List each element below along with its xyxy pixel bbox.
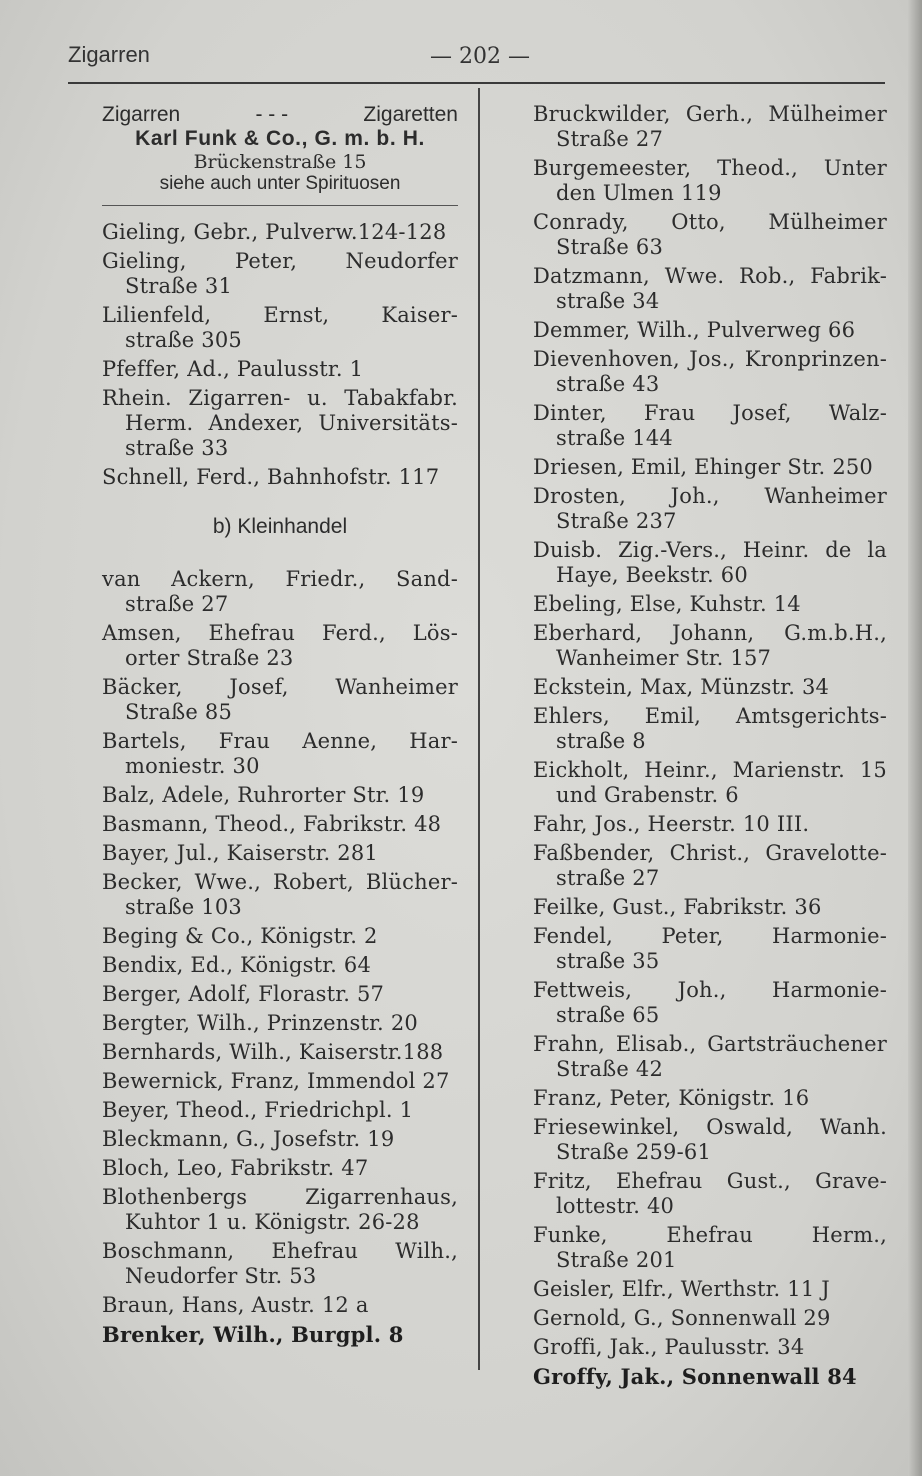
list-item: [533, 675, 887, 700]
list-item: [533, 455, 887, 480]
column-divider: [478, 88, 480, 1370]
list-item: [533, 401, 887, 451]
list-item: [533, 1364, 887, 1389]
list-item: [533, 1169, 887, 1219]
right-column: [533, 102, 887, 1393]
ad-firm-name: Karl Funk & Co., G. m. b. H.: [135, 127, 425, 150]
list-item: [102, 783, 458, 808]
list-item: [102, 357, 458, 382]
ad-heading-dashes: - - -: [255, 103, 289, 126]
entry-continuation: Straße 31: [125, 274, 233, 298]
entry-continuation: straße 65: [556, 1003, 660, 1027]
entry-continuation: straße 103: [125, 895, 242, 919]
advertisement-block: [102, 102, 458, 195]
entry-line: Conrady, Otto, Mülheimer: [533, 210, 887, 234]
entry-continuation: Straße 259-61: [556, 1140, 712, 1164]
header-rule: [68, 82, 885, 84]
entry-line: Driesen, Emil, Ehinger Str. 250: [533, 455, 873, 479]
entry-continuation: den Ulmen 119: [556, 181, 722, 205]
list-item: [533, 1277, 887, 1302]
list-item: [102, 924, 458, 949]
list-item: [533, 924, 887, 974]
list-item: [533, 758, 887, 808]
list-item: [102, 567, 458, 617]
page-number: — 202 —: [430, 44, 530, 69]
entry-line: Eberhard, Johann, G.m.b.H.,: [533, 621, 887, 645]
list-item: [102, 729, 458, 779]
list-item: [102, 1156, 458, 1181]
entry-continuation: Straße 42: [556, 1057, 664, 1081]
ad-heading-left: Zigarren: [102, 103, 181, 126]
list-item: [102, 953, 458, 978]
entry-line: Bleckmann, G., Josefstr. 19: [102, 1127, 395, 1151]
entry-continuation: und Grabenstr. 6: [556, 783, 739, 807]
entry-line: Geisler, Elfr., Werthstr. 11 J: [533, 1277, 830, 1301]
list-item: [533, 621, 887, 671]
entry-line: Drosten, Joh., Wanheimer: [533, 484, 887, 508]
wholesale-list: [102, 220, 458, 490]
entry-line: Lilienfeld, Ernst, Kaiser-: [102, 303, 458, 327]
ad-note: siehe auch unter Spirituosen: [159, 173, 401, 194]
entry-continuation: Kuhtor 1 u. Königstr. 26-28: [125, 1210, 420, 1234]
entry-line: Burgemeester, Theod., Unter: [533, 156, 887, 180]
running-head: Zigarren: [68, 42, 150, 67]
list-item: [533, 592, 887, 617]
entry-line: Eckstein, Max, Münzstr. 34: [533, 675, 830, 699]
list-item: [102, 1185, 458, 1235]
entry-line: Berger, Adolf, Florastr. 57: [102, 982, 385, 1006]
list-item: [102, 465, 458, 490]
list-item: [533, 102, 887, 152]
entry-continuation: Herm. Andexer, Universitäts-: [125, 411, 458, 435]
page-edge-shadow: [908, 0, 922, 1476]
entry-line: Franz, Peter, Königstr. 16: [533, 1086, 810, 1110]
entry-line: Groffi, Jak., Paulusstr. 34: [533, 1335, 805, 1359]
entry-line: Fritz, Ehefrau Gust., Grave-: [533, 1169, 887, 1193]
entry-line: Bruckwilder, Gerh., Mülheimer: [533, 102, 887, 126]
entry-continuation: straße 43: [556, 372, 660, 396]
entry-line: Amsen, Ehefrau Ferd., Lös-: [102, 621, 458, 645]
entry-line: Braun, Hans, Austr. 12 a: [102, 1293, 369, 1317]
entry-line: Feilke, Gust., Fabrikstr. 36: [533, 895, 822, 919]
entry-line: Beyer, Theod., Friedrichpl. 1: [102, 1098, 414, 1122]
entry-line: Becker, Wwe., Robert, Blücher-: [102, 870, 458, 894]
list-item: [533, 895, 887, 920]
entry-continuation: straße 305: [125, 328, 242, 352]
entry-line: Bäcker, Josef, Wanheimer: [102, 675, 458, 699]
entry-continuation: orter Straße 23: [125, 646, 294, 670]
entry-continuation: Straße 85: [125, 700, 233, 724]
entry-continuation: moniestr. 30: [125, 754, 260, 778]
entry-line: Fahr, Jos., Heerstr. 10 III.: [533, 812, 810, 836]
list-item: [102, 1322, 458, 1347]
entry-continuation: straße 27: [556, 866, 660, 890]
entry-line: Blothenbergs Zigarrenhaus,: [102, 1185, 458, 1209]
list-item: [102, 1040, 458, 1065]
entry-line: Duisb. Zig.-Vers., Heinr. de la: [533, 538, 887, 562]
entry-line: Ebeling, Else, Kuhstr. 14: [533, 592, 801, 616]
entry-line: Bewernick, Franz, Immendol 27: [102, 1069, 450, 1093]
entry-line: Boschmann, Ehefrau Wilh.,: [102, 1239, 458, 1263]
list-item: [533, 1306, 887, 1331]
entry-line: Fettweis, Joh., Harmonie-: [533, 978, 887, 1002]
list-item: [102, 1098, 458, 1123]
entry-continuation: Neudorfer Str. 53: [125, 1264, 317, 1288]
list-item: [102, 1293, 458, 1318]
entry-line: Demmer, Wilh., Pulverweg 66: [533, 318, 856, 342]
list-item: [533, 538, 887, 588]
list-item: [102, 812, 458, 837]
list-item: [102, 1011, 458, 1036]
entry-line: Bloch, Leo, Fabrikstr. 47: [102, 1156, 369, 1180]
list-item: [102, 1069, 458, 1094]
entry-line: van Ackern, Friedr., Sand-: [102, 567, 458, 591]
list-item: [533, 264, 887, 314]
list-item: [533, 210, 887, 260]
entry-line: Bayer, Jul., Kaiserstr. 281: [102, 841, 378, 865]
entry-line: Gieling, Gebr., Pulverw.124-128: [102, 220, 447, 244]
list-item: [533, 841, 887, 891]
list-item: [102, 1127, 458, 1152]
entry-line: Balz, Adele, Ruhrorter Str. 19: [102, 783, 425, 807]
entry-line: Bergter, Wilh., Prinzenstr. 20: [102, 1011, 418, 1035]
entry-continuation: straße 34: [556, 289, 660, 313]
entry-line: Eickholt, Heinr., Marienstr. 15: [533, 758, 887, 782]
entry-line: Frahn, Elisab., Gartsträuchener: [533, 1032, 887, 1056]
list-item: [533, 347, 887, 397]
list-item: [102, 870, 458, 920]
entry-line: Datzmann, Wwe. Rob., Fabrik-: [533, 264, 887, 288]
entry-line: Dinter, Frau Josef, Walz-: [533, 401, 887, 425]
entry-line: Faßbender, Christ., Gravelotte-: [533, 841, 887, 865]
ad-address: Brückenstraße 15: [193, 151, 367, 173]
list-item: [102, 303, 458, 353]
entry-continuation: Straße 237: [556, 509, 677, 533]
list-item: [102, 982, 458, 1007]
entry-line: Pfeffer, Ad., Paulusstr. 1: [102, 357, 364, 381]
entry-continuation: straße 144: [556, 426, 673, 450]
ad-divider: [102, 205, 458, 206]
entry-line: Bartels, Frau Aenne, Har-: [102, 729, 458, 753]
entry-line: Gernold, G., Sonnenwall 29: [533, 1306, 831, 1330]
entry-line: Bernhards, Wilh., Kaiserstr.188: [102, 1040, 444, 1064]
list-item: [533, 978, 887, 1028]
list-item: [533, 1086, 887, 1111]
entry-line: Beging & Co., Königstr. 2: [102, 924, 378, 948]
entry-continuation: straße 8: [556, 729, 646, 753]
entry-continuation: Straße 63: [556, 235, 664, 259]
entry-line: Schnell, Ferd., Bahnhofstr. 117: [102, 465, 440, 489]
entry-continuation: Wanheimer Str. 157: [556, 646, 772, 670]
section-heading: b) Kleinhandel: [212, 515, 348, 538]
entry-line: Bendix, Ed., Königstr. 64: [102, 953, 372, 977]
ad-heading: [102, 102, 458, 127]
list-item: [102, 621, 458, 671]
list-item: [102, 675, 458, 725]
entry-line: Dievenhoven, Jos., Kronprinzen-: [533, 347, 887, 371]
right-list: [533, 102, 887, 1389]
list-item: [102, 249, 458, 299]
entry-line: Brenker, Wilh., Burgpl. 8: [102, 1322, 404, 1347]
list-item: [533, 1032, 887, 1082]
list-item: [533, 704, 887, 754]
entry-continuation: Straße 201: [556, 1248, 677, 1272]
entry-line: Gieling, Peter, Neudorfer: [102, 249, 458, 273]
entry-line: Basmann, Theod., Fabrikstr. 48: [102, 812, 442, 836]
list-item: [533, 812, 887, 837]
list-item: [533, 1115, 887, 1165]
entry-line: Ehlers, Emil, Amtsgerichts-: [533, 704, 887, 728]
list-item: [102, 1239, 458, 1289]
entry-line: Friesewinkel, Oswald, Wanh.: [533, 1115, 887, 1139]
entry-line: Groffy, Jak., Sonnenwall 84: [533, 1364, 857, 1389]
list-item: [533, 1335, 887, 1360]
list-item: [533, 156, 887, 206]
entry-continuation: lottestr. 40: [556, 1194, 675, 1218]
entry-line: Funke, Ehefrau Herm.,: [533, 1223, 887, 1247]
entry-continuation: straße 33: [125, 436, 229, 460]
entry-continuation: straße 27: [125, 592, 229, 616]
list-item: [102, 220, 458, 245]
ad-heading-right: Zigaretten: [363, 103, 458, 126]
entry-line: Rhein. Zigarren- u. Tabakfabr.: [102, 386, 458, 410]
list-item: [102, 841, 458, 866]
list-item: [533, 484, 887, 534]
entry-continuation: Haye, Beekstr. 60: [556, 563, 748, 587]
entry-continuation: straße 35: [556, 949, 660, 973]
entry-line: Fendel, Peter, Harmonie-: [533, 924, 887, 948]
list-item: [533, 1223, 887, 1273]
list-item: [533, 318, 887, 343]
entry-continuation: Straße 27: [556, 127, 664, 151]
left-column: [102, 102, 458, 1351]
retail-list: [102, 567, 458, 1347]
list-item: [102, 386, 458, 461]
